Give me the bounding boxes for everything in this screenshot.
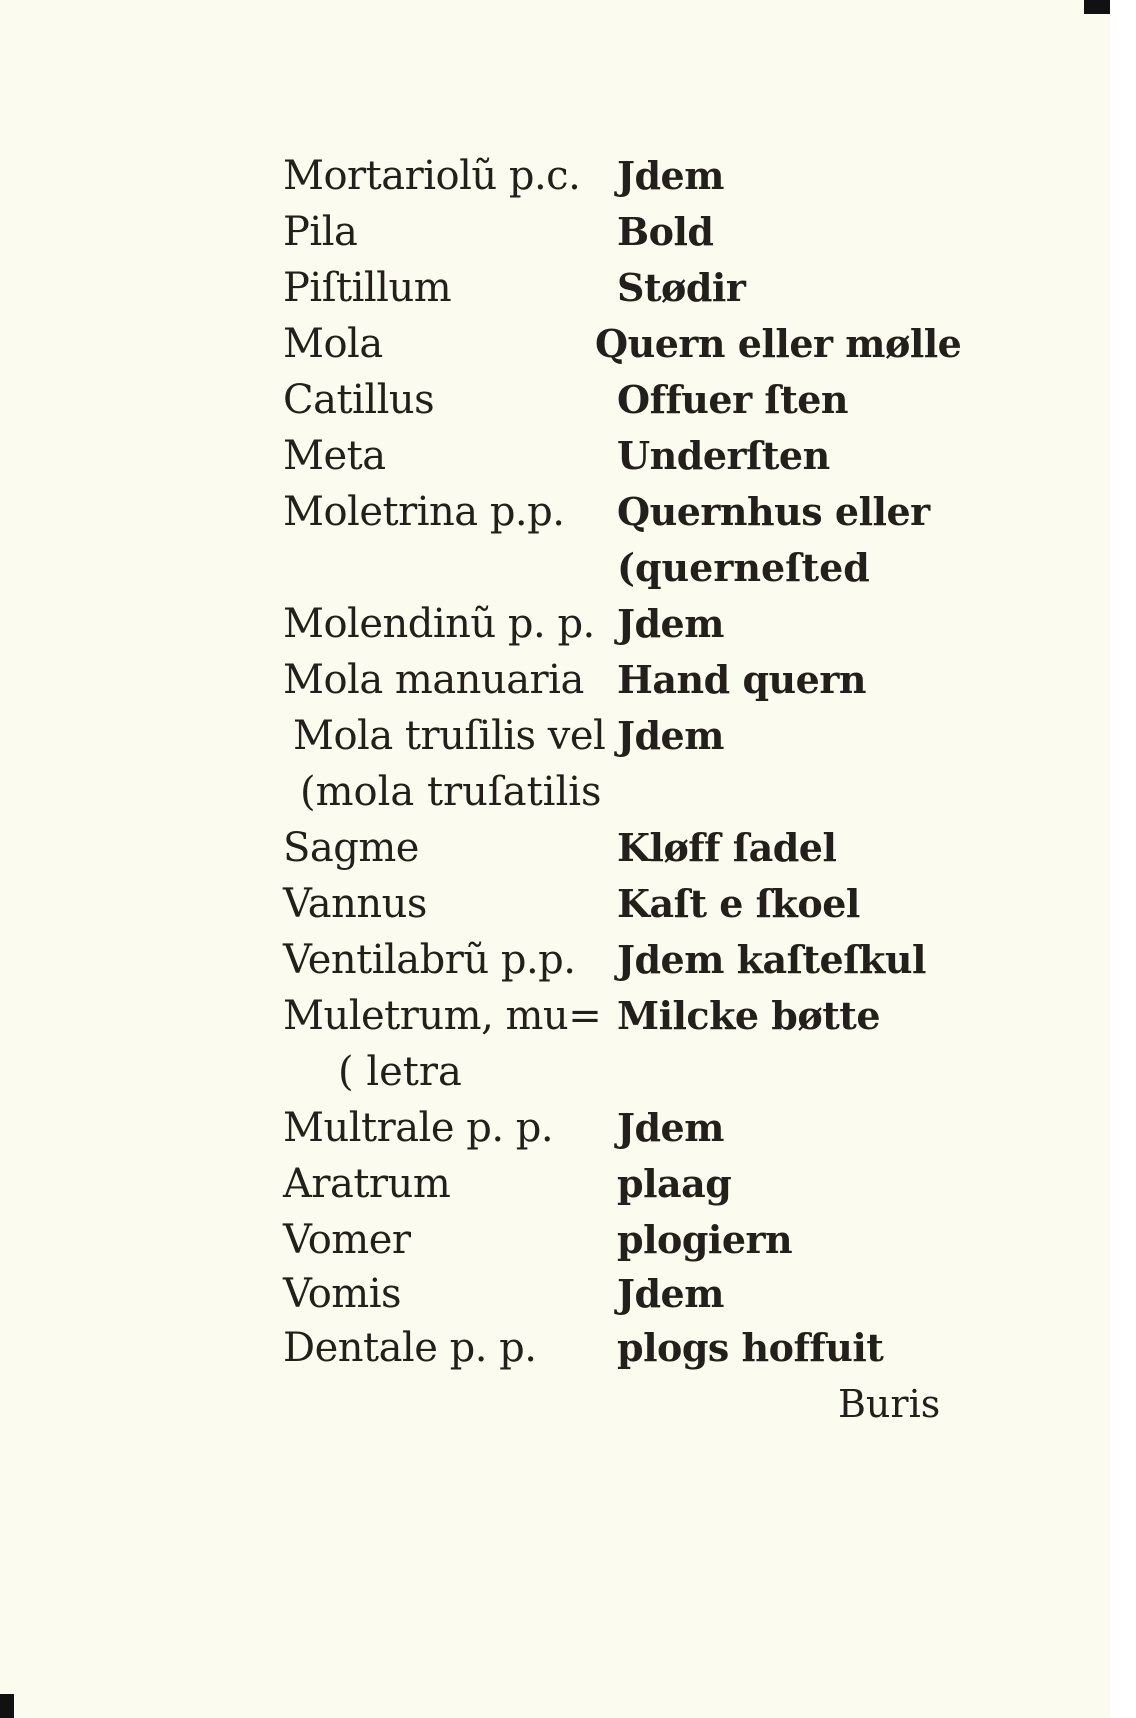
glossary-entry [0,820,1110,876]
danish-gloss: Offuer ſten [617,377,849,422]
latin-term: Moletrina p.p. [283,489,565,535]
latin-term: Molendinũ p. p. [283,601,595,647]
latin-term: Catillus [283,377,435,423]
glossary-entry [0,988,1110,1044]
glossary-entry [0,148,1110,204]
latin-term: Mola truſilis vel [293,713,606,759]
latin-term: Muletrum, mu= [283,993,602,1039]
glossary-entry [0,372,1110,428]
latin-term: Vannus [283,881,427,927]
catchword: Buris [838,1382,941,1426]
danish-gloss: Jdem [617,1105,724,1150]
glossary-entry [0,260,1110,316]
latin-term: Sagme [283,825,419,871]
danish-gloss: Quern eller mølle [595,321,962,366]
latin-term: Aratrum [283,1161,451,1207]
latin-term: Meta [283,433,386,479]
danish-gloss-continuation: (querneſted [617,545,870,590]
danish-gloss: Stødir [617,265,746,310]
latin-term: Multrale p. p. [283,1105,554,1151]
danish-gloss: Jdem kaſteſkul [617,937,926,982]
scan-edge-mark [0,1694,14,1718]
latin-term: Mortariolũ p.c. [283,153,581,199]
glossary-entry [0,876,1110,932]
latin-term: Pila [283,209,358,255]
danish-gloss: Jdem [617,1271,724,1316]
danish-gloss: Kaſt e ſkoel [617,881,860,926]
latin-term: Dentale p. p. [283,1325,537,1371]
glossary-entry [0,1212,1110,1268]
danish-gloss: Quernhus eller [617,489,930,534]
glossary-entry [0,708,1110,764]
latin-term: Vomis [283,1271,402,1317]
glossary-entry [0,932,1110,988]
latin-term: Ventilabrũ p.p. [283,937,576,983]
danish-gloss: plaag [617,1161,732,1206]
danish-gloss: Bold [617,209,714,254]
glossary-entry [0,652,1110,708]
danish-gloss: Milcke bøtte [617,993,881,1038]
latin-term-continuation: (mola truſatilis [300,769,602,815]
latin-term: Mola manuaria [283,657,584,703]
glossary-entry [0,1320,1110,1376]
latin-term-continuation: ( letra [338,1049,462,1095]
danish-gloss: Jdem [617,153,724,198]
glossary-entry [0,1156,1110,1212]
danish-gloss: plogiern [617,1217,793,1262]
danish-gloss: Underſten [617,433,830,478]
glossary-entry [0,316,1110,372]
latin-term: Piſtillum [283,265,452,311]
glossary-entry [0,596,1110,652]
glossary-entry [0,484,1110,540]
latin-term: Mola [283,321,383,367]
glossary-entry [0,1100,1110,1156]
danish-gloss: Hand quern [617,657,866,702]
danish-gloss: Jdem [617,601,724,646]
danish-gloss: Jdem [617,713,724,758]
scan-edge-mark [1084,0,1110,14]
latin-term: Vomer [283,1217,411,1263]
glossary-entry [0,204,1110,260]
glossary-entry [0,1266,1110,1322]
danish-gloss: plogs hoffuit [617,1325,884,1370]
glossary-entry [0,428,1110,484]
danish-gloss: Kløff ſadel [617,825,837,870]
